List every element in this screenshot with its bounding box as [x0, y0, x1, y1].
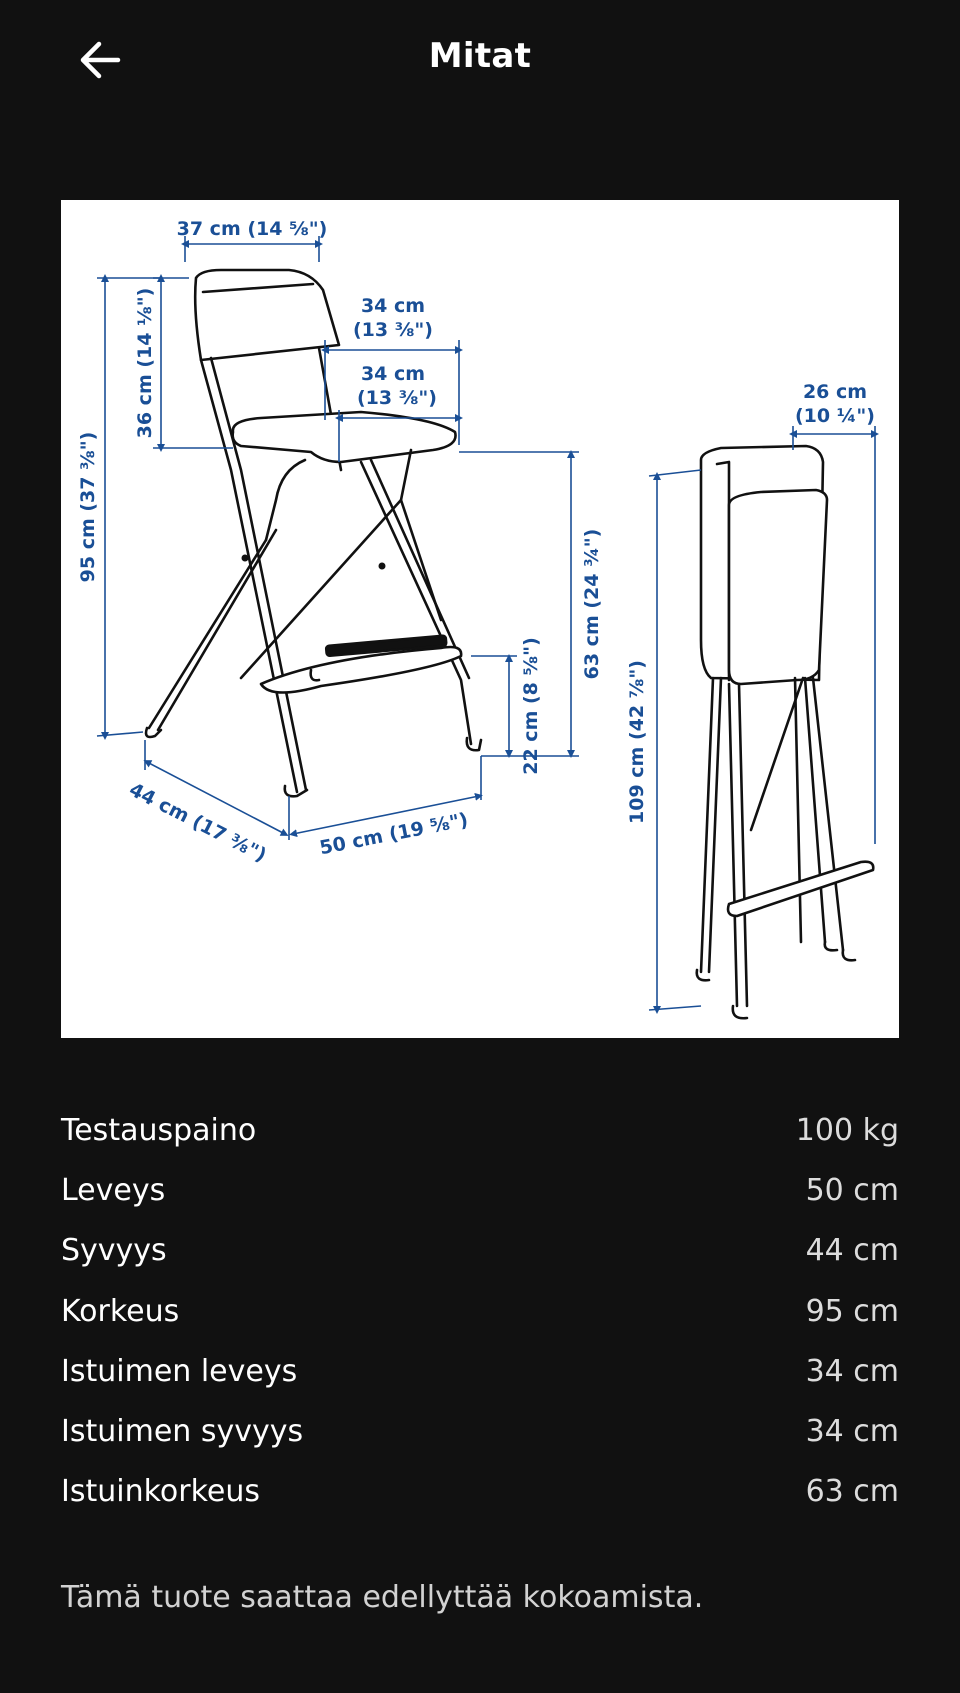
spec-label: Korkeus: [61, 1293, 180, 1329]
spec-value: 34 cm: [805, 1353, 899, 1389]
spec-value: 44 cm: [805, 1233, 899, 1269]
spec-value: 63 cm: [805, 1474, 899, 1510]
dim-back-width-cm: 34 cm: [360, 295, 426, 317]
stool-open-drawing: [146, 270, 481, 796]
specs-list: [61, 1100, 899, 1522]
page-title: Mitat: [428, 36, 532, 76]
dim-top-width: 37 cm (14 ⅝"): [176, 218, 328, 240]
spec-row-test-weight: [61, 1100, 899, 1160]
dim-width: 50 cm (19 ⅝"): [317, 808, 470, 860]
dim-folded-height: 109 cm (42 ⅞"): [626, 660, 648, 824]
spec-value: 100 kg: [795, 1112, 899, 1148]
spec-row-seat-height: [61, 1462, 899, 1522]
spec-value: 34 cm: [805, 1414, 899, 1450]
spec-label: Istuinkorkeus: [61, 1474, 260, 1510]
spec-row-depth: [61, 1221, 899, 1281]
dim-folded-depth-in: (10 ¼"): [795, 405, 875, 427]
dim-seat-height: 63 cm (24 ¾"): [581, 528, 603, 680]
spec-label: Syvyys: [61, 1233, 167, 1269]
stool-folded-drawing: [697, 446, 874, 1018]
dim-folded-depth-cm: 26 cm: [802, 381, 868, 403]
spec-label: Istuimen syvyys: [61, 1414, 304, 1450]
spec-label: Testauspaino: [61, 1112, 257, 1148]
spec-row-width: [61, 1160, 899, 1220]
dim-seat-depth-in: (13 ⅜"): [357, 387, 437, 409]
dim-back-height: 36 cm (14 ⅛"): [134, 287, 156, 439]
spec-row-seat-depth: [61, 1401, 899, 1461]
spec-label: Leveys: [61, 1172, 166, 1208]
spec-value: 95 cm: [805, 1293, 899, 1329]
dim-seat-depth-cm: 34 cm: [360, 363, 426, 385]
assembly-note: Tämä tuote saattaa edellyttää kokoamista.: [61, 1580, 704, 1615]
dim-total-height: 95 cm (37 ⅜"): [77, 431, 99, 583]
spec-row-seat-width: [61, 1341, 899, 1401]
dim-back-width-in: (13 ⅜"): [353, 319, 433, 341]
spec-row-height: [61, 1281, 899, 1341]
dim-footrest-height: 22 cm (8 ⅝"): [520, 637, 542, 775]
dimension-diagram: [61, 200, 899, 1038]
dim-depth: 44 cm (17 ⅜"): [125, 778, 270, 867]
header: [0, 0, 960, 120]
spec-label: Istuimen leveys: [61, 1353, 298, 1389]
spec-value: 50 cm: [805, 1172, 899, 1208]
